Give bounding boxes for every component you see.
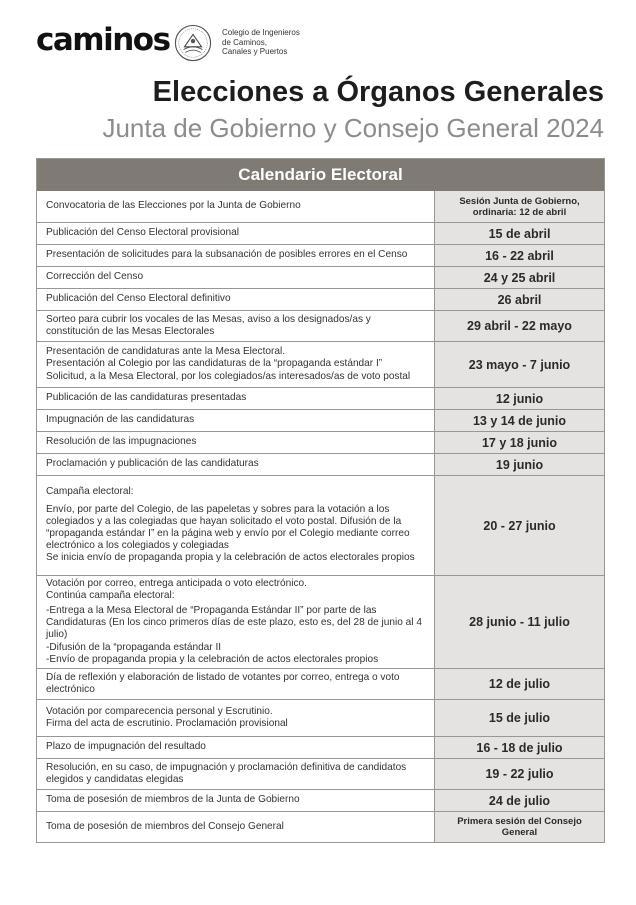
- table-row: [37, 736, 604, 758]
- row-date: 28 junio - 11 julio: [435, 576, 604, 668]
- description-line: Impugnación de las candidaturas: [46, 414, 195, 426]
- college-line: de Caminos,: [222, 37, 267, 47]
- description-line: Publicación de las candidaturas presentadas: [46, 392, 247, 404]
- table-row: [37, 811, 604, 842]
- row-description: [37, 759, 435, 789]
- description-line: Campaña electoral:: [46, 486, 134, 498]
- description-line: Presentación al Colegio por las candidaturas de la “propaganda estándar I”: [46, 358, 383, 370]
- description-line: Convocatoria de las Elecciones por la Junta de Gobierno: [46, 200, 301, 212]
- description-line: Plazo de impugnación del resultado: [46, 741, 206, 753]
- row-date: 19 junio: [435, 454, 604, 475]
- row-date: 24 de julio: [435, 790, 604, 811]
- row-date: 29 abril - 22 mayo: [435, 311, 604, 341]
- row-description: [37, 432, 435, 453]
- row-description: [37, 388, 435, 409]
- table-body: [37, 191, 604, 842]
- table-row: [37, 191, 604, 222]
- college-line: Colegio de Ingenieros: [222, 28, 300, 37]
- table-row: [37, 341, 604, 387]
- row-date: Primera sesión del Consejo General: [435, 812, 604, 842]
- description-line: Toma de posesión de miembros del Consejo General: [46, 820, 284, 832]
- row-description: [37, 191, 435, 222]
- description-line: Votación por comparecencia personal y Escrutinio.: [46, 705, 273, 717]
- description-line: -Envío de propaganda propia y la celebración de actos electorales propios: [46, 653, 379, 665]
- table-row: [37, 475, 604, 575]
- description-line: Firma del acta de escrutinio. Proclamación provisional: [46, 718, 288, 729]
- table-row: [37, 789, 604, 811]
- row-description: [37, 289, 435, 310]
- description-line: Resolución de las impugnaciones: [46, 436, 197, 448]
- page-subtitle: Junta de Gobierno y Consejo General 2024: [102, 113, 604, 143]
- description-line: Presentación de candidaturas ante la Mesa Electoral.: [46, 346, 286, 358]
- electoral-calendar-table: [36, 158, 605, 843]
- row-description: [37, 737, 435, 758]
- row-description: [37, 790, 435, 811]
- description-line: Proclamación y publicación de las candidaturas: [46, 458, 259, 470]
- table-row: [37, 431, 604, 453]
- row-description: [37, 342, 435, 387]
- table-row: [37, 310, 604, 341]
- description-line: -Entrega a la Mesa Electoral de “Propaganda Estándar II” por parte de las Candidaturas (En los cinco primeros días de este plazo, esto es, del 28 de junio al 4 julio): [46, 604, 422, 641]
- description-line: -Difusión de la “propaganda estándar II: [46, 641, 222, 653]
- row-date: 24 y 25 abril: [435, 267, 604, 288]
- row-description: [37, 700, 435, 736]
- table-row: [37, 668, 604, 699]
- table-row: [37, 288, 604, 310]
- description-line: Continúa campaña electoral:: [46, 590, 175, 602]
- table-row: [37, 409, 604, 431]
- description-line: Se inicia envío de propaganda propia y la celebración de actos electorales propios: [46, 552, 415, 564]
- table-header: Calendario Electoral: [37, 159, 604, 191]
- description-line: Sorteo para cubrir los vocales de las Mesas, aviso a los designados/as y constitución de las Mesas Electorales: [46, 313, 371, 337]
- row-description: [37, 245, 435, 266]
- table-row: [37, 453, 604, 475]
- college-line: Canales y Puertos: [222, 47, 288, 56]
- row-date: 26 abril: [435, 289, 604, 310]
- row-description: [37, 267, 435, 288]
- row-description: [37, 410, 435, 431]
- row-description: [37, 576, 435, 668]
- description-line: Publicación del Censo Electoral provisional: [46, 227, 240, 239]
- page-title: Elecciones a Órganos Generales: [152, 76, 604, 108]
- description-line: Día de reflexión y elaboración de listado de votantes por correo, entrega o voto electrónico: [46, 671, 400, 695]
- description-line: Votación por correo, entrega anticipada o voto electrónico.: [46, 578, 307, 589]
- table-row: [37, 699, 604, 736]
- description-line: Presentación de solicitudes para la subsanación de posibles errores en el Censo: [46, 249, 408, 261]
- college-seal-icon: [174, 24, 212, 62]
- description-line: Corrección del Censo: [46, 271, 144, 283]
- table-row: [37, 387, 604, 409]
- row-date: 13 y 14 de junio: [435, 410, 604, 431]
- table-row: [37, 266, 604, 288]
- row-date: 12 junio: [435, 388, 604, 409]
- description-line: Resolución, en su caso, de impugnación y proclamación definitiva de candidatos elegidos y candidatas elegidas: [46, 761, 407, 785]
- description-line: Toma de posesión de miembros de la Junta de Gobierno: [46, 794, 300, 806]
- row-date: 20 - 27 junio: [435, 476, 604, 575]
- row-description: [37, 311, 435, 341]
- row-description: [37, 454, 435, 475]
- description-line: Solicitud, a la Mesa Electoral, por los colegiados/as interesados/as de voto postal: [46, 370, 411, 382]
- table-row: [37, 222, 604, 244]
- row-date: 23 mayo - 7 junio: [435, 342, 604, 387]
- row-date: 16 - 22 abril: [435, 245, 604, 266]
- row-date: Sesión Junta de Gobierno, ordinaria: 12 de abril: [435, 191, 604, 222]
- row-date: 16 - 18 de julio: [435, 737, 604, 758]
- row-description: [37, 223, 435, 244]
- row-date: 12 de julio: [435, 669, 604, 699]
- table-row: [37, 758, 604, 789]
- row-description: [37, 812, 435, 842]
- description-line: Envío, por parte del Colegio, de las papeletas y sobres para la votación a los colegiados y a las colegiadas que hayan solicitado el voto postal. Difusión de la “propaganda estándar I” en la página web y envío por el Colegio mediante correo electrónico a los colegiados y colegiadas: [46, 503, 410, 552]
- description-line: Publicación del Censo Electoral definitivo: [46, 293, 231, 305]
- college-name: [222, 28, 300, 57]
- row-description: [37, 476, 435, 575]
- table-row: [37, 244, 604, 266]
- row-date: 15 de julio: [435, 700, 604, 736]
- row-date: 19 - 22 julio: [435, 759, 604, 789]
- row-description: [37, 669, 435, 699]
- row-date: 15 de abril: [435, 223, 604, 244]
- table-row: [37, 575, 604, 668]
- header: [36, 20, 636, 64]
- brand-logo-text: caminos: [36, 22, 170, 58]
- row-date: 17 y 18 junio: [435, 432, 604, 453]
